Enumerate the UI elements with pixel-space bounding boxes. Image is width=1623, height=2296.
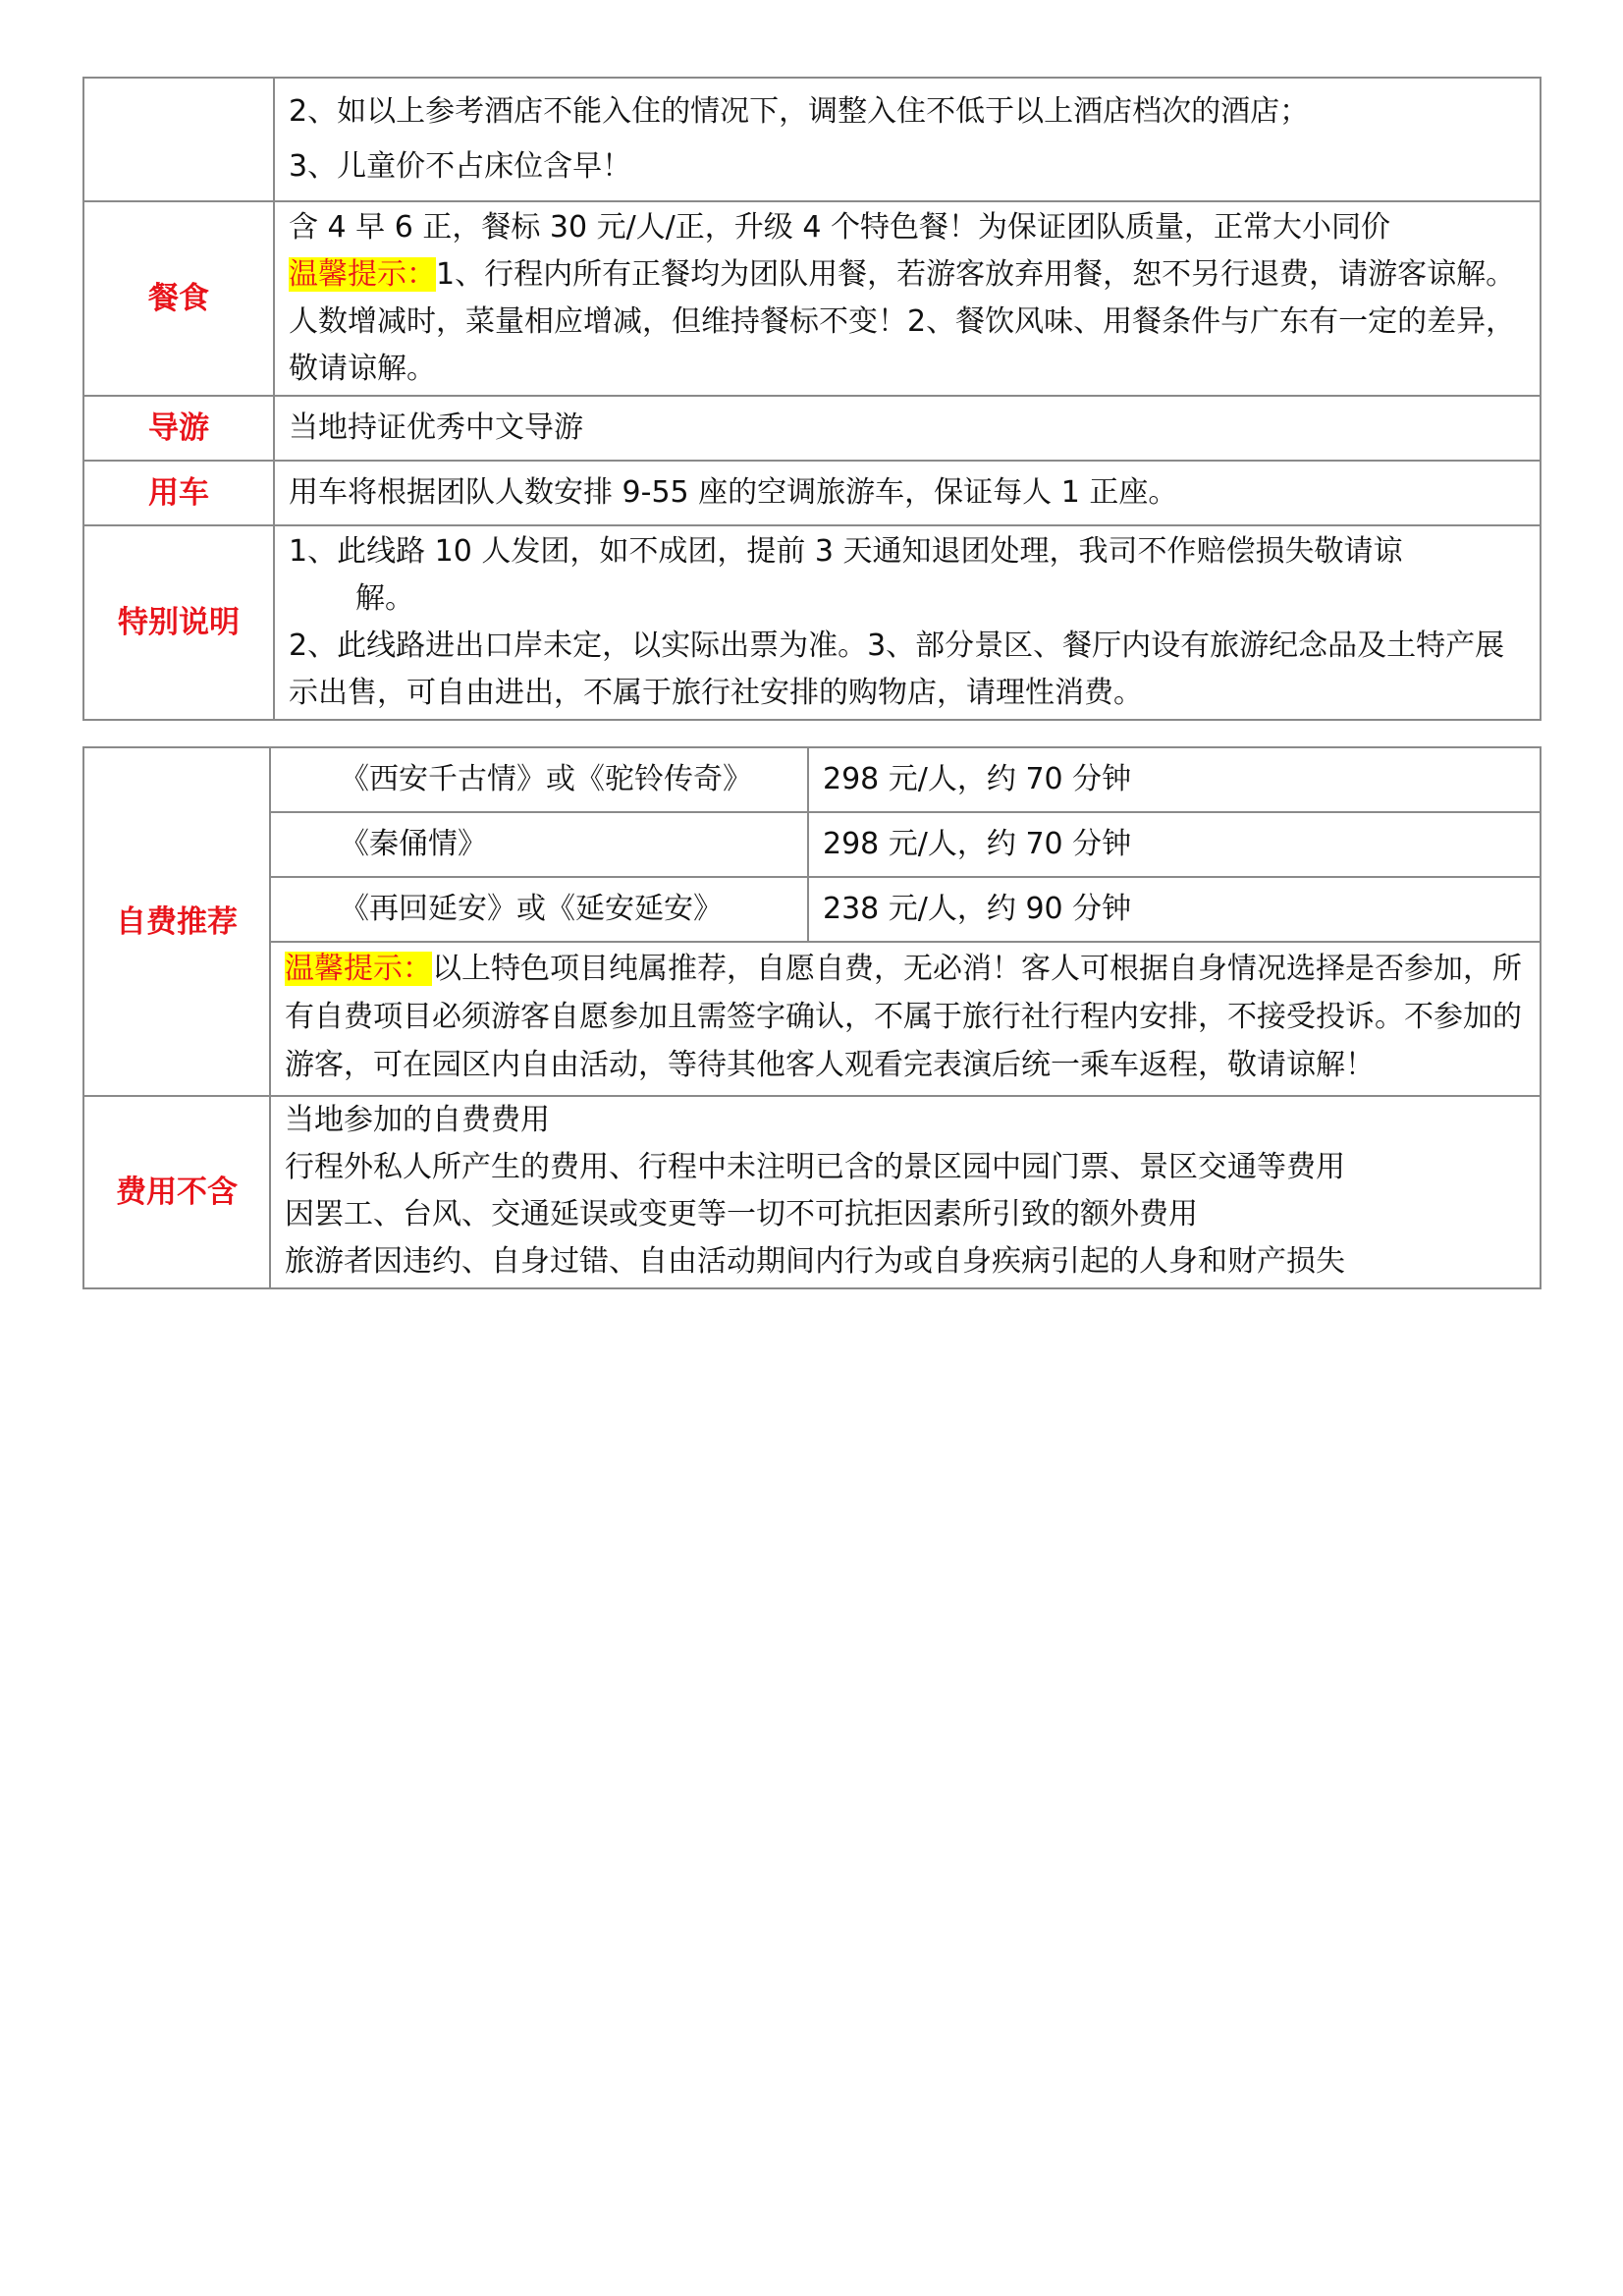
special-line1-cont: 解。 <box>355 581 414 616</box>
accommodation-line-3: 3、儿童价不占床位含早！ <box>289 149 632 184</box>
meals-row <box>83 201 1541 396</box>
optional-item-price: 298 元/人，约 70 分钟 <box>808 747 1541 812</box>
optional-tip-row <box>83 942 1541 1096</box>
meals-tip-label: 温馨提示： <box>289 257 436 292</box>
optional-item-row <box>83 747 1541 812</box>
excluded-label: 费用不含 <box>83 1096 270 1288</box>
accommodation-content <box>274 78 1541 201</box>
excluded-line: 因罢工、台风、交通延误或变更等一切不可抗拒因素所引致的额外费用 <box>285 1197 1198 1231</box>
meals-content <box>274 201 1541 396</box>
optional-item-row <box>83 812 1541 877</box>
vehicle-row <box>83 461 1541 525</box>
vehicle-label: 用车 <box>83 461 274 525</box>
special-line2: 2、此线路进出口岸未定，以实际出票为准。3、部分景区、餐厅内设有旅游纪念品及土特产展示出售，可自由进出，不属于旅行社安排的购物店，请理性消费。 <box>289 629 1505 710</box>
guide-row <box>83 396 1541 461</box>
optional-item-price: 298 元/人，约 70 分钟 <box>808 812 1541 877</box>
optional-item-price: 238 元/人，约 90 分钟 <box>808 877 1541 942</box>
vehicle-text: 用车将根据团队人数安排 9-55 座的空调旅游车，保证每人 1 正座。 <box>274 461 1541 525</box>
accommodation-line-2: 2、如以上参考酒店不能入住的情况下，调整入住不低于以上酒店档次的酒店； <box>289 94 1310 129</box>
special-label: 特别说明 <box>83 525 274 720</box>
optional-item-name: 《西安千古情》或《驼铃传奇》 <box>270 747 808 812</box>
excluded-row <box>83 1096 1541 1288</box>
optional-tip <box>270 942 1541 1096</box>
excluded-line: 行程外私人所产生的费用、行程中未注明已含的景区园中园门票、景区交通等费用 <box>285 1150 1345 1184</box>
meals-tip <box>289 251 1526 393</box>
guide-label: 导游 <box>83 396 274 461</box>
excluded-line: 旅游者因违约、自身过错、自由活动期间内行为或自身疾病引起的人身和财产损失 <box>285 1244 1345 1279</box>
meals-tip-text: 1、行程内所有正餐均为团队用餐，若游客放弃用餐，恕不另行退费，请游客谅解。人数增减时，菜量相应增减，但维持餐标不变！2、餐饮风味、用餐条件与广东有一定的差异，敬请谅解。 <box>289 257 1516 386</box>
special-content <box>274 525 1541 720</box>
itinerary-table-upper <box>82 77 1542 721</box>
optional-label: 自费推荐 <box>83 747 270 1096</box>
optional-item-row <box>83 877 1541 942</box>
optional-item-name: 《秦俑情》 <box>270 812 808 877</box>
itinerary-table-lower <box>82 746 1542 1289</box>
accommodation-row <box>83 78 1541 201</box>
meals-line1: 含 4 早 6 正，餐标 30 元/人/正，升级 4 个特色餐！为保证团队质量，正常大小同价 <box>289 210 1390 245</box>
excluded-content <box>270 1096 1541 1288</box>
optional-tip-label: 温馨提示： <box>285 952 432 986</box>
special-line1: 1、此线路 10 人发团，如不成团，提前 3 天通知退团处理，我司不作赔偿损失敬请谅 <box>289 534 1403 569</box>
special-row <box>83 525 1541 720</box>
excluded-line: 当地参加的自费费用 <box>285 1103 550 1137</box>
guide-text: 当地持证优秀中文导游 <box>274 396 1541 461</box>
optional-item-name: 《再回延安》或《延安延安》 <box>270 877 808 942</box>
accommodation-label-cell <box>83 78 274 201</box>
optional-tip-text: 以上特色项目纯属推荐，自愿自费，无必消！客人可根据自身情况选择是否参加，所有自费项目必须游客自愿参加且需签字确认，不属于旅行社行程内安排，不接受投诉。不参加的游客，可在园区内自由活动，等待其他客人观看完表演后统一乘车返程，敬请谅解！ <box>285 952 1522 1082</box>
meals-label: 餐食 <box>83 201 274 396</box>
